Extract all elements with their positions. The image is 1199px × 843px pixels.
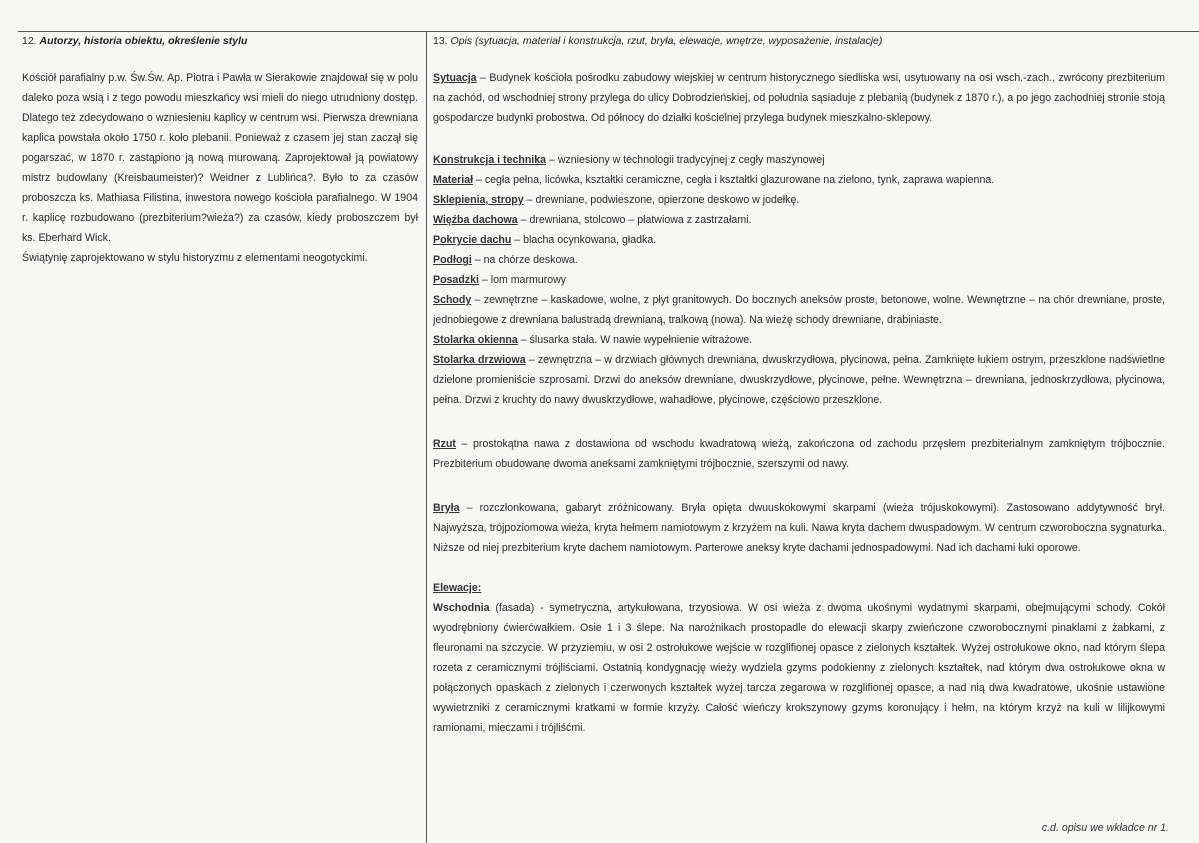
konstrukcja-section	[433, 150, 1165, 410]
history-paragraph: Kościół parafialny p.w. Św.Św. Ap. Piotra i Pawła w Sierakowie znajdował się w polu daleko poza wsią i z tego powodu mieszkańcy wsi mieli do niego utrudniony dostęp. Dlatego też zdecydowano o wzniesieniu kaplicy w centrum wsi. Pierwsza drewniana kaplica powstała około 1750 r. koło plebanii. Ponieważ z czasem jej stan zaczął się pogarszać, w 1870 r. zastąpiono ją nową murowaną. Zaprojektował ją powiatowy mistrz budowlany (Kreisbaumeister)? Weidner z Lublińca?. Było to za czasów proboszcza ks. Mathiasa Filistina, inwestora nowego kościoła parafialnego. W 1904 r. kaplicę rozbudowano (prezbiterium?wieża?) za czasów, kiedy proboszczem był ks. Eberhard Wick.	[22, 72, 418, 244]
wiezba-label: Więźba dachowa	[433, 214, 518, 226]
wschodnia-text: (fasada) - symetryczna, artykułowana, trzyosiowa. W osi wieża z dwoma ukośnymi wydatnymi skarpami, obejmującymi schody. Cokół wyodrębniony ćwierćwałkiem. Osie 1 i 3 ślepe. Na narożnikach prostopadle do elewacji skarpy zwieńczone czworobocznymi pinaklami z żabkami, z fleuronami na szczycie. W przyziemiu, w osi 2 ostrołukowe wejście w rozglifionej opasce z zielonych kształtek. Wyżej ostrołukowe okno, nad którym ślepa rozeta z ceramicznymi trójliściami. Ostatnią kondygnację wieży wydziela gzyms podokienny z zielonych kształtek, nad którym dwa ostrołukowe okna w połączonych opaskach z zielonych i czerwonych kształtek wyżej tarcza zegarowa w rozglifionej opasce, a nad nią dwa kwadratowe, ukośnie ustawione wywietrzniki z ceramicznymi kratkami w formie krzyży. Całość wieńczy krokszynowy gzyms koronujący i hełm, na którym krzyż na kuli w lilijkowymi ramionami, mieczami i trójliśćmi.	[433, 602, 1165, 734]
section-12-number: 12.	[22, 35, 37, 47]
bryla-label: Bryła	[433, 502, 460, 514]
schody-label: Schody	[433, 294, 472, 306]
sklepienia-label: Sklepienia, stropy	[433, 194, 524, 206]
bryla-section	[433, 498, 1165, 558]
section-13-title: Opis (sytuacja, materiał i konstrukcja, rzut, bryła, elewacje, wnętrze, wyposażenie, instalacje)	[450, 35, 883, 47]
top-rule	[18, 31, 1199, 32]
elewacje-label: Elewacje:	[433, 582, 482, 594]
continuation-note: c.d. opisu we wkładce nr 1.	[1041, 822, 1169, 834]
wschodnia-label: Wschodnia	[433, 602, 490, 614]
sytuacja-section	[433, 68, 1165, 128]
right-column	[433, 34, 1165, 738]
konstrukcja-text: – wzniesiony w technologii tradycyjnej z cegły maszynowej	[546, 154, 825, 166]
section-12-title: Autorzy, historia obiektu, określenie stylu	[39, 35, 248, 47]
rzut-label: Rzut	[433, 438, 456, 450]
stolarka-okienna-text: – ślusarka stała. W nawie wypełnienie witrażowe.	[517, 334, 753, 346]
podlogi-label: Podłogi	[433, 254, 472, 266]
pokrycie-text: – blacha ocynkowana, gładka.	[511, 234, 657, 246]
konstrukcja-label: Konstrukcja i technika	[433, 154, 547, 166]
sklepienia-text: – drewniane, podwieszone, opierzone deskowo w jodełkę.	[523, 194, 800, 206]
stolarka-drzwiowa-text: – zewnętrzna – w drzwiach głównych drewniana, dwuskrzydłowa, płycinowa, pełna. Zamknięte łukiem ostrym, przeszklone nadświetlne dzielone promieniście szprosami. Drzwi do aneksów drewniane, dwuskrzydłowe, płycinowe, pełne. Wewnętrzna – drewniana, jednoskrzydłowa, płycinowa, pełna. Drzwi z kruchty do nawy dwuskrzydłowe, wahadłowe, płycinowe, częściowo przeszklone.	[433, 354, 1165, 406]
stolarka-drzwiowa-label: Stolarka drzwiowa	[433, 354, 526, 366]
schody-text: – zewnętrzne – kaskadowe, wolne, z płyt granitowych. Do bocznych aneksów proste, betonowe, wolne. Wewnętrzne – na chór drewniane, proste, jednobiegowe z drewniana balustradą drewnianą, tralkową (nowa). Na wieżę schody drewniane, drabiniaste.	[433, 294, 1165, 326]
podlogi-text: – na chórze deskowa.	[471, 254, 578, 266]
rzut-section	[433, 434, 1165, 474]
sytuacja-text: – Budynek kościoła pośrodku zabudowy wiejskiej w centrum historycznego siedliska wsi, usytuowany na osi wsch.-zach., zwrócony prezbiterium na zachód, od wschodniej strony przylega do ulicy Dobrodzieńskiej, od południa sąsiaduje z plebanią (budynek z 1870 r.), a po jego zachodniej stronie stoją gospodarcze budynki probostwa. Od północy do działki kościelnej przylega budynek mieszkalno-sklepowy.	[433, 72, 1165, 124]
posadzki-text: – lom marmurowy	[478, 274, 567, 286]
column-divider	[426, 31, 427, 843]
bryla-text: – rozczłonkowana, gabaryt zróżnicowany. Bryła opięta dwuuskokowymi skarpami (wieża trójuskokowymi). Zastosowano addytywność brył. Najwyższa, trójpoziomowa wieża, kryta hełmem namiotowym z krzyżem na kuli. Nawa kryta dachem dwuspadowym. W centrum czworoboczna sygnaturka. Niższe od niej prezbiterium kryte dachem namiotowym. Parterowe aneksy kryte dachami jednospadowymi. Nad ich dachami łuki oporowe.	[433, 502, 1165, 554]
rzut-text: – prostokątna nawa z dostawiona od wschodu kwadratową wieżą, zakończona od zachodu przęsłem prezbiterialnym zamkniętym trójbocznie. Prezbiterium obudowane dwoma aneksami zamkniętymi trójbocznie, szerszymi od nawy.	[433, 438, 1165, 470]
stolarka-okienna-label: Stolarka okienna	[433, 334, 518, 346]
pokrycie-label: Pokrycie dachu	[433, 234, 512, 246]
material-text: – cegła pełna, licówka, kształtki ceramiczne, cegła i kształtki glazurowane na zielono, tynk, zaprawa wapienna.	[473, 174, 995, 186]
sytuacja-label: Sytuacja	[433, 72, 477, 84]
left-column	[22, 34, 418, 268]
posadzki-label: Posadzki	[433, 274, 479, 286]
wiezba-text: – drewniana, stolcowo – płatwiowa z zastrzałami.	[517, 214, 752, 226]
section-13-heading	[433, 34, 1165, 48]
section-12-heading	[22, 34, 418, 48]
section-13-number: 13.	[433, 35, 448, 47]
material-label: Materiał	[433, 174, 474, 186]
history-text	[22, 68, 418, 268]
style-paragraph: Świątynię zaprojektowano w stylu historyzmu z elementami neogotyckimi.	[22, 252, 368, 264]
elewacje-section	[433, 578, 1165, 738]
